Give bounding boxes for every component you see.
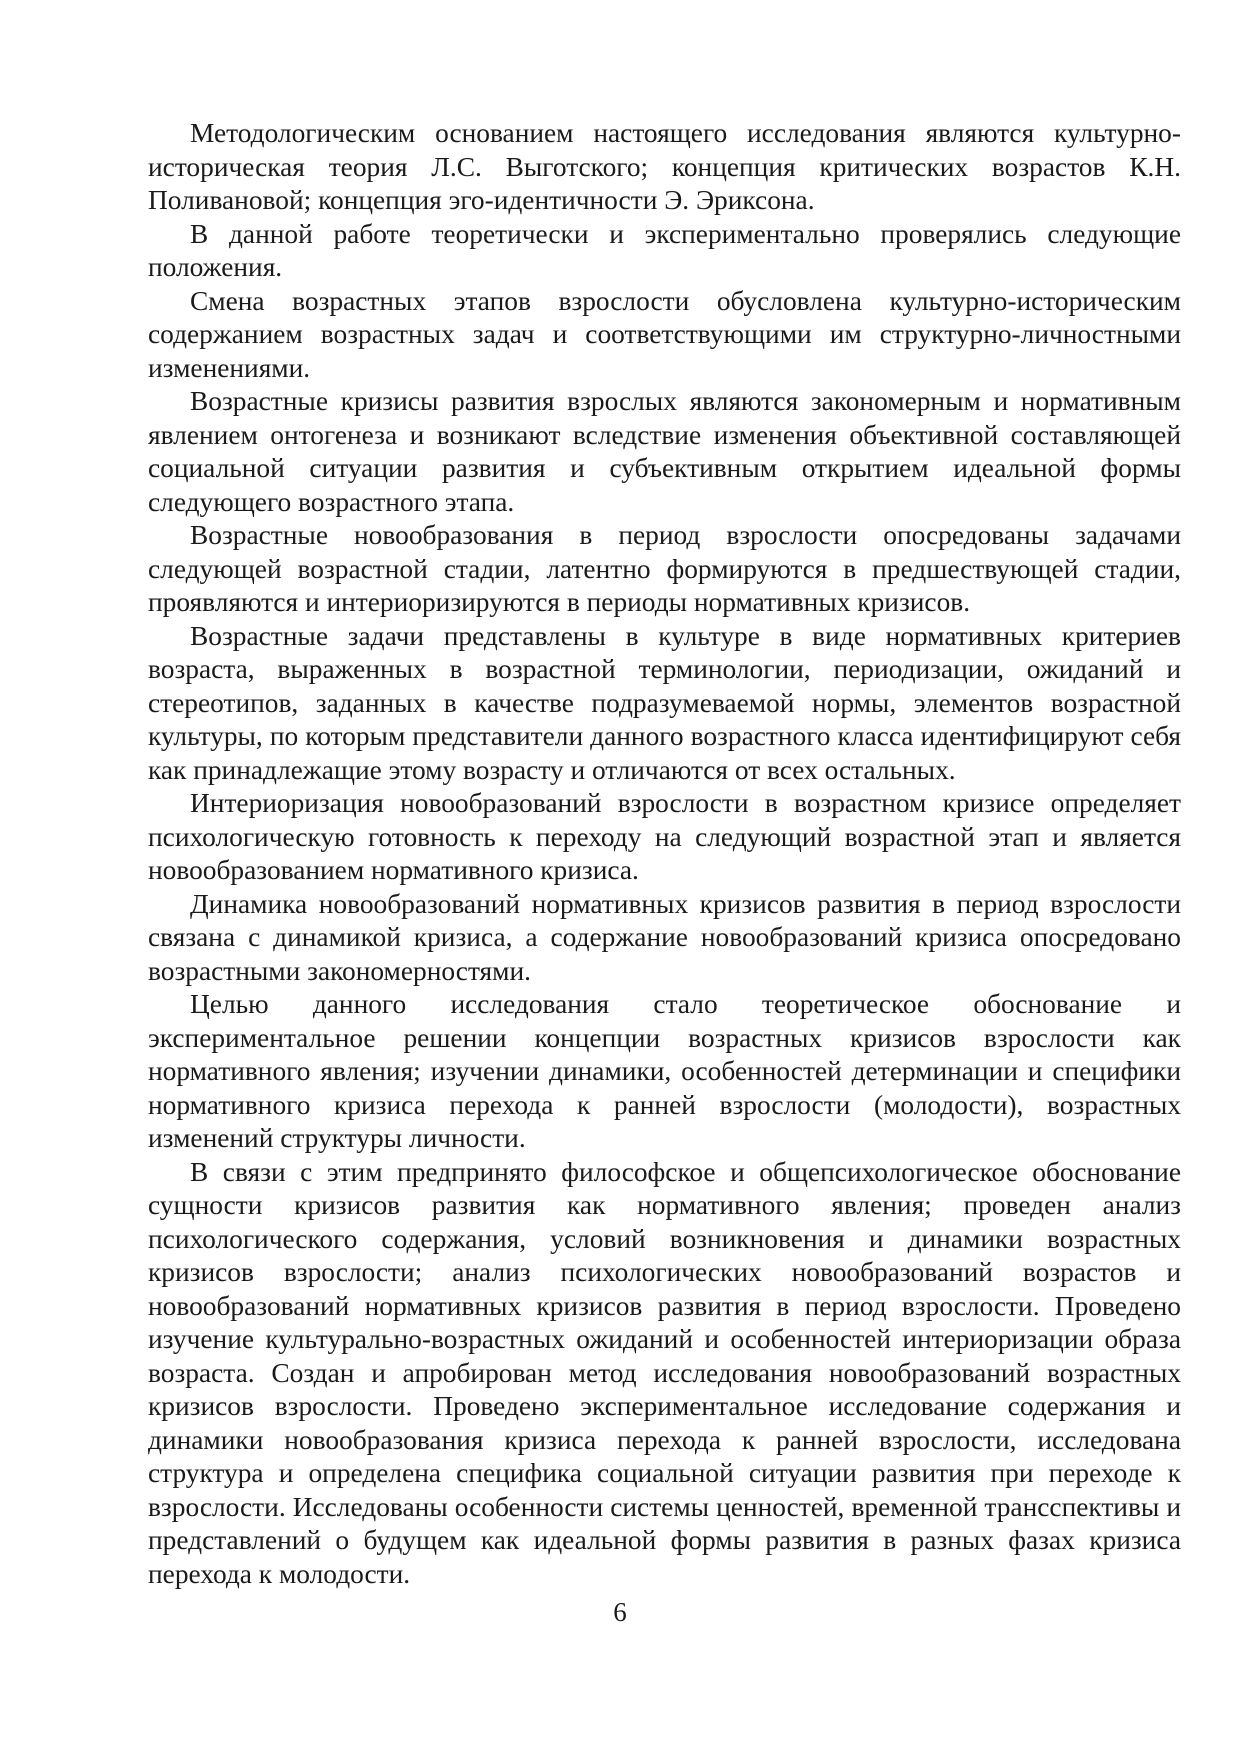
- paragraph-position-4: Возрастные задачи представлены в культуре в виде нормативных критериев возраста, выраженных в возрастной терминологии, периодизации, ожиданий и стереотипов, заданных в качестве подразумеваемой нормы, элементов возрастной культуры, по которым представители данного возрастного класса идентифицируют себя как принадлежащие этому возрасту и отличаются от всех остальных.: [148, 620, 1181, 785]
- page-number: 6: [613, 1597, 627, 1627]
- paragraph-position-1: Смена возрастных этапов взрослости обусловлена культурно-историческим содержанием возрастных задач и соответствующими им структурно-личностными изменениями.: [148, 285, 1181, 383]
- paragraph-position-3: Возрастные новообразования в период взрослости опосредованы задачами следующей возрастной стадии, латентно формируются в предшествующей стадии, проявляются и интериоризируются в периоды нормативных кризисов.: [148, 520, 1181, 617]
- paragraph-position-5: Интериоризация новообразований взрослости в возрастном кризисе определяет психологическую готовность к переходу на следующий возрастной этап и является новообразованием нормативного кризиса.: [148, 788, 1181, 885]
- paragraph-intro-positions: В данной работе теоретически и экспериментально проверялись следующие положения.: [148, 218, 1181, 282]
- body-text: [148, 117, 1181, 1591]
- paragraph-research-tasks: В связи с этим предпринято философское и общепсихологическое обоснование сущности кризисов развития как нормативного явления; проведен анализ психологического содержания, условий возникновения и динамики возрастных кризисов взрослости; анализ психологических новообразований возрастов и новообразований нормативных кризисов развития в период взрослости. Проведено изучение культурально-возрастных ожиданий и особенностей интериоризации образа возраста. Создан и апробирован метод исследования новообразований возрастных кризисов взрослости. Проведено экспериментальное исследование содержания и динамики новообразования кризиса перехода к ранней взрослости, исследована структура и определена специфика социальной ситуации развития при переходе к взрослости. Исследованы особенности системы ценностей, временной транcспективы и представлений о будущем как идеальной формы развития в разных фазах кризиса перехода к молодости.: [148, 1156, 1181, 1589]
- paragraph-research-goal: Целью данного исследования стало теоретическое обоснование и экспериментальное решении концепции возрастных кризисов взрослости как нормативного явления; изучении динамики, особенностей детерминации и специфики нормативного кризиса перехода к ранней взрослости (молодости), возрастных изменений структуры личности.: [148, 989, 1181, 1153]
- paragraph-position-2: Возрастные кризисы развития взрослых являются закономерным и нормативным явлением онтогенеза и возникают вследствие изменения объективной составляющей социальной ситуации развития и субъективным открытием идеальной формы следующего возрастного этапа.: [148, 386, 1181, 517]
- paragraph-position-6: Динамика новообразований нормативных кризисов развития в период взрослости связана с динамикой кризиса, а содержание новообразований кризиса опосредовано возрастными закономерностями.: [148, 888, 1181, 986]
- paragraph-methodology: Методологическим основанием настоящего исследования являются культурно-историческая теория Л.С. Выготского; концепция критических возрастов К.Н. Поливановой; концепция эго-идентичности Э. Эриксона.: [148, 118, 1181, 215]
